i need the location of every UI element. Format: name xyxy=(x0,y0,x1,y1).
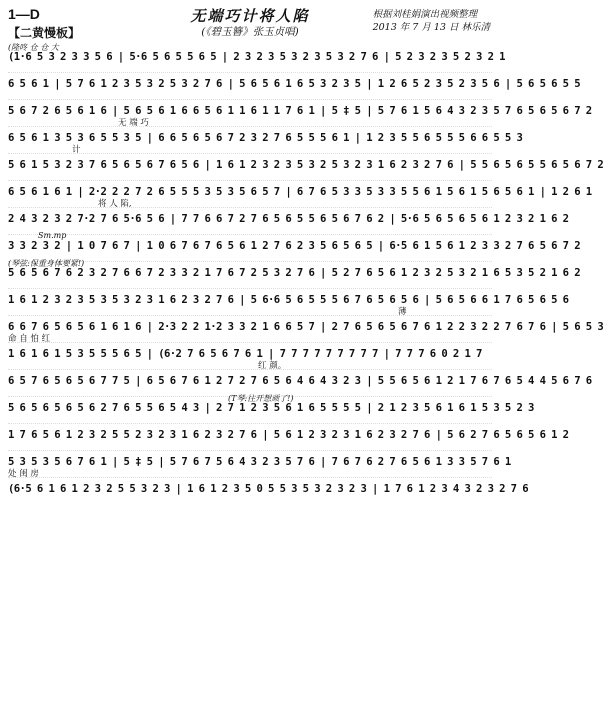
notation-line: 6 6 7 6 5 6 5 6 1 6 1 6 | 2·3 2 2 1·2 3 3 2 1 6 6 5 7 | 2 7 6 5 6 5 6 7 6 1 2 2 3 2 2 7 6 7 6 | 5 6 5 3 xyxy=(8,321,603,333)
score-row xyxy=(8,100,592,128)
credit-block xyxy=(373,8,490,34)
score-row xyxy=(8,73,581,100)
notation-line: 3 3 2 3 2 | 1 0 7 6 7 | 1 0 6 7 6 7 6 5 6 1 2 7 6 2 3 5 6 5 6 5 | 6·5 6 1 5 6 1 2 3 3 2 7 6 5 6 7 2 xyxy=(8,240,581,252)
annotation: Sm.mp xyxy=(38,231,67,240)
lyric-line: 红 颜。 xyxy=(258,361,287,371)
credit-line-2: 2013 年 7 月 13 日 林乐清 xyxy=(372,22,490,33)
score-body xyxy=(8,43,603,504)
score-row xyxy=(8,127,523,155)
notation-line: 2 4 3 2 3 2 7·2 7 6 5·6 5 6 | 7 7 6 6 7 2 7 6 5 6 5 5 6 5 6 7 6 2 | 5·6 5 6 5 6 5 6 1 2 3 2 1 6 2 xyxy=(8,213,569,225)
lyric-line: 将 人 陷, xyxy=(98,199,132,209)
score-row xyxy=(8,316,603,344)
notation-line: 5 6 7 2 6 5 6 1 6 | 5 6 5 6 1 6 6 5 6 1 1 6 1 1 7 6 1 | 5 ‡ 5 | 5 7 6 1 5 6 4 3 2 3 5 7 6 5 6 5 6 7 2 xyxy=(8,105,592,117)
annotation: (T琴:往开想顽了!) xyxy=(228,394,294,403)
lyric-line: 命 自 怕 红 xyxy=(8,334,51,344)
lyric-line: 处 闺 房 xyxy=(8,469,39,479)
notation-line: (6·5 6 1 6 1 2 3 2 5 5 3 2 3 | 1 6 1 2 3 5 0 5 5 3 5 3 2 3 2 3 | 1 7 6 1 2 3 4 3 2 3 2 7 6 xyxy=(8,483,529,495)
score-row xyxy=(8,154,603,181)
notation-line: 5 3 5 3 5 6 7 6 1 | 5 ‡ 5 | 5 7 6 7 5 6 4 3 2 3 5 7 6 | 7 6 7 6 2 7 6 5 6 1 3 3 5 7 6 1 xyxy=(8,456,511,468)
notation-line: 6 5 6 1 6 1 | 2·2 2 2 7 2 6 5 5 5 3 5 3 5 6 5 7 | 6 7 6 5 3 3 5 3 3 5 5 6 1 5 6 1 5 6 5 6 1 | 1 2 6 1 xyxy=(8,186,592,198)
score-row xyxy=(8,259,581,289)
notation-line: 1 6 1 2 3 2 3 5 3 5 3 2 3 1 6 2 3 2 7 6 | 5 6·6 5 6 5 5 5 6 7 6 5 6 5 6 | 5 6 5 6 6 1 7 6 5 6 5 6 xyxy=(8,294,569,306)
notation-line: 1 6 1 6 1 5 3 5 5 5 6 5 | (6·2 7 6 5 6 7 6 1 | 7 7 7 7 7 7 7 7 7 | 7 7 7 6 0 2 1 7 xyxy=(8,348,482,360)
score-row xyxy=(8,478,529,504)
score-row xyxy=(8,394,534,424)
score-row xyxy=(8,451,511,479)
credit-line-1: 根据刘桂娟演出视频整理 xyxy=(372,9,478,20)
score-row xyxy=(8,43,505,73)
notation-line: 6 5 6 1 | 5 7 6 1 2 3 5 3 2 5 3 2 7 6 | 5 6 5 6 1 6 5 3 2 3 5 | 1 2 6 5 2 3 5 2 3 5 6 | 5 6 5 6 5 5 xyxy=(8,78,581,90)
score-row xyxy=(8,208,569,235)
annotation: (琴弦:保重身体要紧!) xyxy=(8,259,85,268)
notation-line: 6 5 7 6 5 6 5 6 7 7 5 | 6 5 6 7 6 1 2 7 2 7 6 5 6 4 6 4 3 2 3 | 5 5 6 5 6 1 2 1 7 6 7 6 5 4 4 5 6 7 6 xyxy=(8,375,592,387)
score-id: 1—D xyxy=(8,6,40,22)
score-row xyxy=(8,289,569,317)
notation-line: 5 6 1 5 3 2 3 7 6 5 6 5 6 7 6 5 6 | 1 6 1 2 3 2 3 5 3 2 5 3 2 3 1 6 2 3 2 7 6 | 5 5 6 5 6 5 5 6 5 6 7 2 xyxy=(8,159,603,171)
annotation: (隆咚 仓 仓 大 xyxy=(8,43,59,52)
lyric-line: 计 xyxy=(72,145,81,155)
page-title: 无端巧计将人陷 xyxy=(190,7,310,25)
notation-line: (1·6 5 3 2 3 3 5 6 | 5·6 5 6 5 5 6 5 | 2 3 2 3 5 3 2 3 5 3 2 7 6 | 5 2 3 2 3 5 2 3 2 1 xyxy=(8,51,505,63)
notation-line: 5 6 5 6 5 6 5 6 2 7 6 5 5 6 5 4 3 | 2 7 1 2 3 5 6 1 6 5 5 5 5 | 2 1 2 3 5 6 1 6 1 5 3 5 2 3 xyxy=(8,402,534,414)
header-left xyxy=(8,6,80,41)
tune-mode: 【二黄慢板】 xyxy=(8,26,81,40)
score-row xyxy=(8,181,592,209)
lyric-line: 无 端 巧 xyxy=(118,118,149,128)
score-row xyxy=(8,424,569,451)
page-subtitle: (《碧玉簪》张玉贞唱) xyxy=(201,26,299,38)
lyric-line: 薄 xyxy=(398,307,407,317)
notation-line: 1 7 6 5 6 1 2 3 2 5 5 2 3 2 3 1 6 2 3 2 7 6 | 5 6 1 2 3 2 3 1 6 2 3 2 7 6 | 5 6 2 7 6 5 6 5 6 1 2 xyxy=(8,429,569,441)
notation-line: 6 5 6 1 3 5 3 6 5 5 3 5 | 6 6 5 6 5 6 7 2 3 2 7 6 5 5 5 6 1 | 1 2 3 5 5 6 5 5 5 6 6 5 5 3 xyxy=(8,132,523,144)
score-row xyxy=(8,343,492,370)
notation-line: 5 6 5 6 7 6 2 3 2 7 6 6 7 2 3 3 2 1 7 6 7 2 5 3 2 7 6 | 5 2 7 6 5 6 1 2 3 2 5 3 2 1 6 5 3 5 2 1 6 2 xyxy=(8,267,581,279)
